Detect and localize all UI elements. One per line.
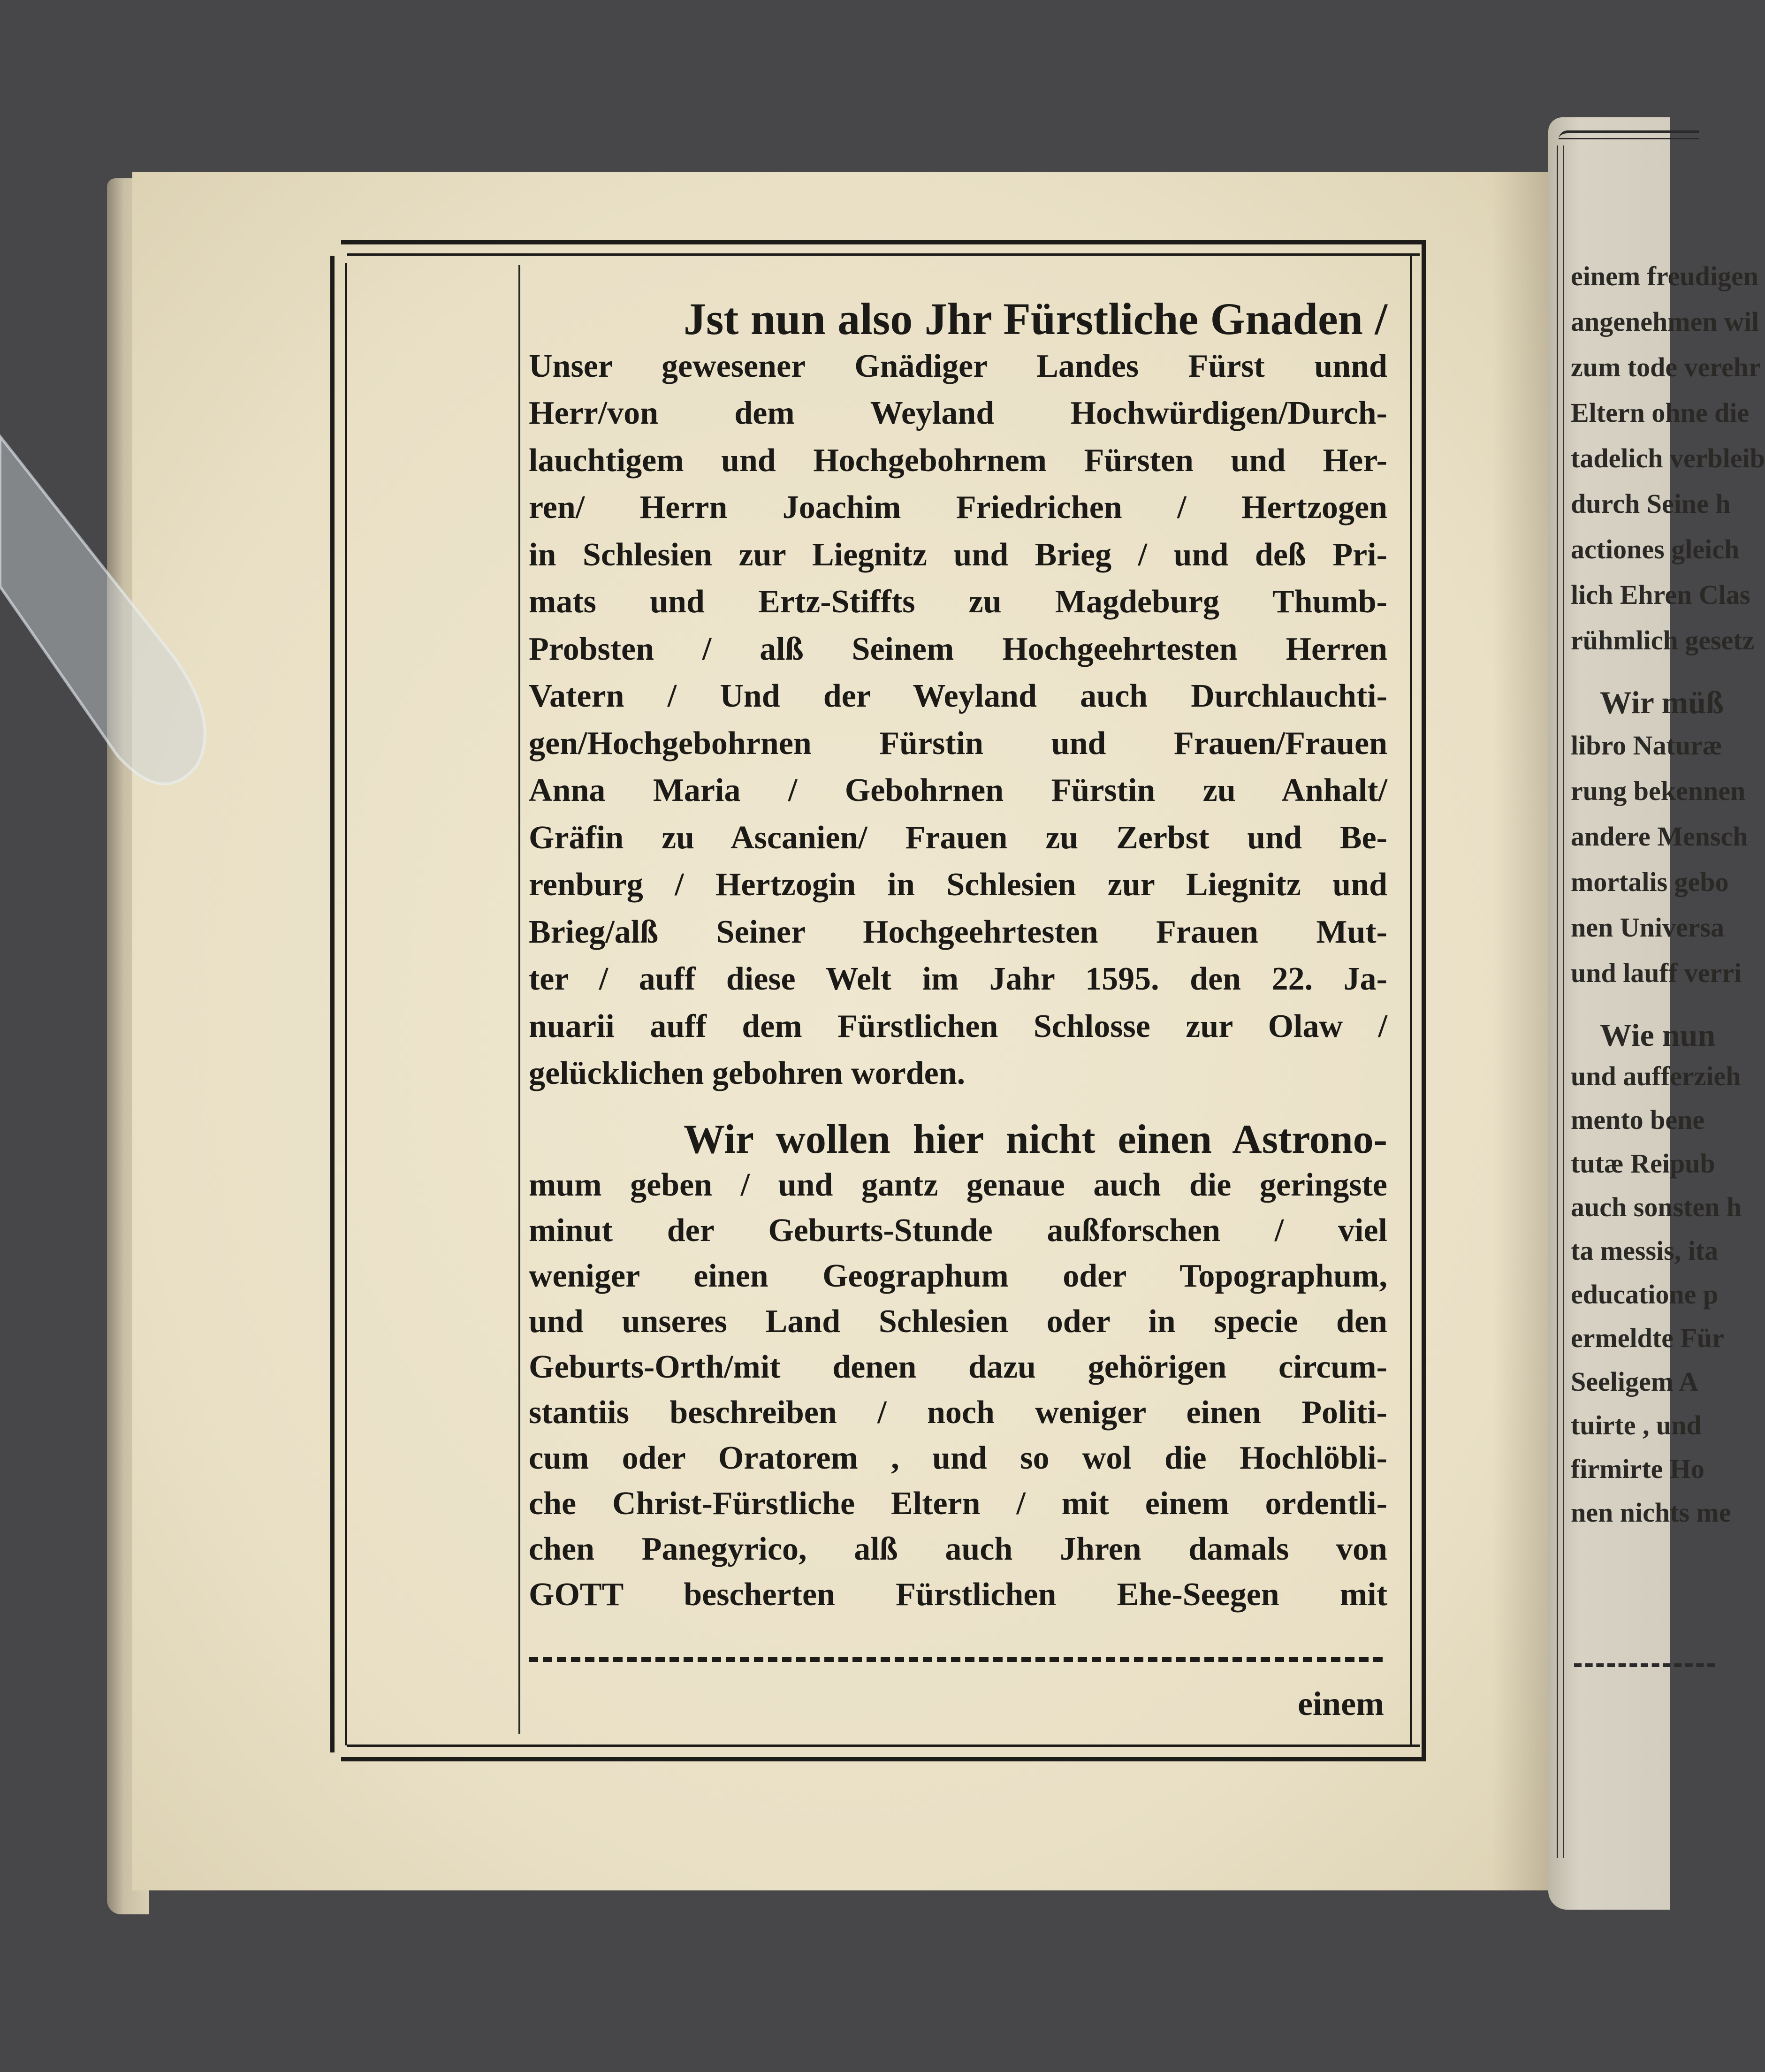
text-line: ter / auff diese Welt im Jahr 1595. den 22. Ja- bbox=[529, 961, 1387, 997]
right-page-text-line: firmirte Ho bbox=[1571, 1454, 1705, 1484]
right-page-text-line: mento bene bbox=[1571, 1105, 1705, 1135]
frame-top-outer bbox=[341, 240, 1426, 244]
right-page-text-line: Wie nun bbox=[1600, 1017, 1716, 1053]
text-line: chen Panegyrico, alß auch Jhren damals von bbox=[529, 1531, 1387, 1567]
text-line: che Christ-Fürstliche Eltern / mit einem ordentli- bbox=[529, 1485, 1387, 1522]
column-separator-rule bbox=[518, 265, 520, 1734]
right-page-text-line: Seeligem A bbox=[1571, 1366, 1699, 1397]
right-page-text-line: educatione p bbox=[1571, 1279, 1719, 1310]
right-page-text-line: mortalis gebo bbox=[1571, 867, 1729, 897]
text-line: ren/ Herrn Joachim Friedrichen / Hertzogen bbox=[529, 489, 1387, 526]
catchword: einem bbox=[1298, 1685, 1384, 1722]
text-line: stantiis beschreiben / noch weniger einen Politi- bbox=[529, 1394, 1387, 1431]
right-page-text-line: einem freudigen bbox=[1571, 261, 1759, 291]
right-page-text-line: und aufferzieh bbox=[1571, 1061, 1741, 1091]
text-line: Probsten / alß Seinem Hochgeehrtesten Herren bbox=[529, 631, 1387, 667]
right-page-frame-left bbox=[1557, 145, 1564, 1858]
right-page-dash-rule bbox=[1574, 1663, 1715, 1667]
right-page-text-line: und lauff verri bbox=[1571, 958, 1742, 988]
paragraph-2 bbox=[529, 1117, 1387, 1617]
text-line: mum geben / und gantz genaue auch die geringste bbox=[529, 1167, 1387, 1203]
right-page-text-line: ta messis, ita bbox=[1571, 1235, 1719, 1266]
right-page-text-line: lich Ehren Clas bbox=[1571, 579, 1750, 610]
right-page-text-line: tuirte , und bbox=[1571, 1410, 1702, 1440]
right-page-text-line: angenehmen wil bbox=[1571, 306, 1759, 337]
right-page-text-line: zum tode verehr bbox=[1571, 352, 1761, 382]
right-page-text-line: Wir müß bbox=[1600, 685, 1724, 720]
text-line: Herr/von dem Weyland Hochwürdigen/Durch- bbox=[529, 395, 1387, 431]
right-page-text-line: nen Universa bbox=[1571, 912, 1725, 943]
gutter-shadow bbox=[1492, 172, 1558, 1890]
frame-right-inner bbox=[1410, 256, 1412, 1745]
plastic-strip-shape bbox=[0, 436, 205, 784]
text-line: lauchtigem und Hochgebohrnem Fürsten und Her- bbox=[529, 442, 1387, 479]
right-page-frame-top bbox=[1559, 130, 1699, 139]
paragraph-1 bbox=[529, 296, 1387, 1097]
frame-left-inner bbox=[345, 263, 347, 1745]
right-page-text-line: actiones gleich bbox=[1571, 534, 1740, 564]
right-page-text-line: durch Seine h bbox=[1571, 488, 1731, 519]
text-line: renburg / Hertzogin in Schlesien zur Liegnitz und bbox=[529, 867, 1387, 903]
text-line: weniger einen Geographum oder Topographum, bbox=[529, 1258, 1387, 1294]
right-page-text-line: libro Naturæ bbox=[1571, 730, 1722, 761]
text-line: Jst nun also Jhr Fürstliche Gnaden / bbox=[684, 294, 1387, 344]
text-line: cum oder Oratorem , und so wol die Hochlöbli- bbox=[529, 1440, 1387, 1476]
text-line: Gräfin zu Ascanien/ Frauen zu Zerbst und Be- bbox=[529, 819, 1387, 856]
text-line: nuarii auff dem Fürstlichen Schlosse zur Olaw / bbox=[529, 1008, 1387, 1044]
frame-bottom-outer bbox=[341, 1757, 1426, 1761]
text-line: Vatern / Und der Weyland auch Durchlauchti- bbox=[529, 678, 1387, 714]
right-page-text-line: auch sonsten h bbox=[1571, 1192, 1742, 1222]
text-line: minut der Geburts-Stunde außforschen / viel bbox=[529, 1212, 1387, 1249]
frame-top-inner bbox=[347, 253, 1420, 256]
text-line: in Schlesien zur Liegnitz und Brieg / und deß Pri- bbox=[529, 536, 1387, 573]
frame-left-outer bbox=[330, 256, 335, 1752]
right-page-text-line: ermeldte Für bbox=[1571, 1323, 1724, 1353]
right-page-text-line: Eltern ohne die bbox=[1571, 397, 1750, 428]
text-line: Unser gewesener Gnädiger Landes Fürst unnd bbox=[529, 348, 1387, 384]
right-page-text-line: tadelich verbleib bbox=[1571, 443, 1765, 473]
text-line: und unseres Land Schlesien oder in specie den bbox=[529, 1303, 1387, 1340]
frame-right-outer bbox=[1422, 240, 1426, 1760]
right-page-text-line: nen nichts me bbox=[1571, 1497, 1731, 1528]
right-page-text-line: tutæ Reipub bbox=[1571, 1148, 1715, 1179]
text-line: gen/Hochgebohrnen Fürstin und Frauen/Frauen bbox=[529, 725, 1387, 762]
text-line: Geburts-Orth/mit denen dazu gehörigen circum- bbox=[529, 1349, 1387, 1385]
right-page-text-line: rung bekennen bbox=[1571, 776, 1746, 806]
text-line: mats und Ertz-Stiffts zu Magdeburg Thumb- bbox=[529, 584, 1387, 620]
text-line: Anna Maria / Gebohrnen Fürstin zu Anhalt/ bbox=[529, 772, 1387, 808]
right-page-text-line: andere Mensch bbox=[1571, 821, 1748, 852]
text-line: GOTT bescherten Fürstlichen Ehe-Seegen mit bbox=[529, 1577, 1387, 1613]
text-line: gelücklichen gebohren worden. bbox=[529, 1055, 966, 1091]
dashed-rule bbox=[529, 1657, 1383, 1662]
frame-bottom-inner bbox=[347, 1744, 1420, 1747]
text-line: Wir wollen hier nicht einen Astrono- bbox=[684, 1117, 1387, 1162]
right-page bbox=[1548, 117, 1765, 1910]
right-page-text-line: rühmlich gesetz bbox=[1571, 625, 1755, 655]
plastic-page-holder bbox=[0, 0, 281, 845]
text-line: Brieg/alß Seiner Hochgeehrtesten Frauen Mut- bbox=[529, 914, 1387, 950]
